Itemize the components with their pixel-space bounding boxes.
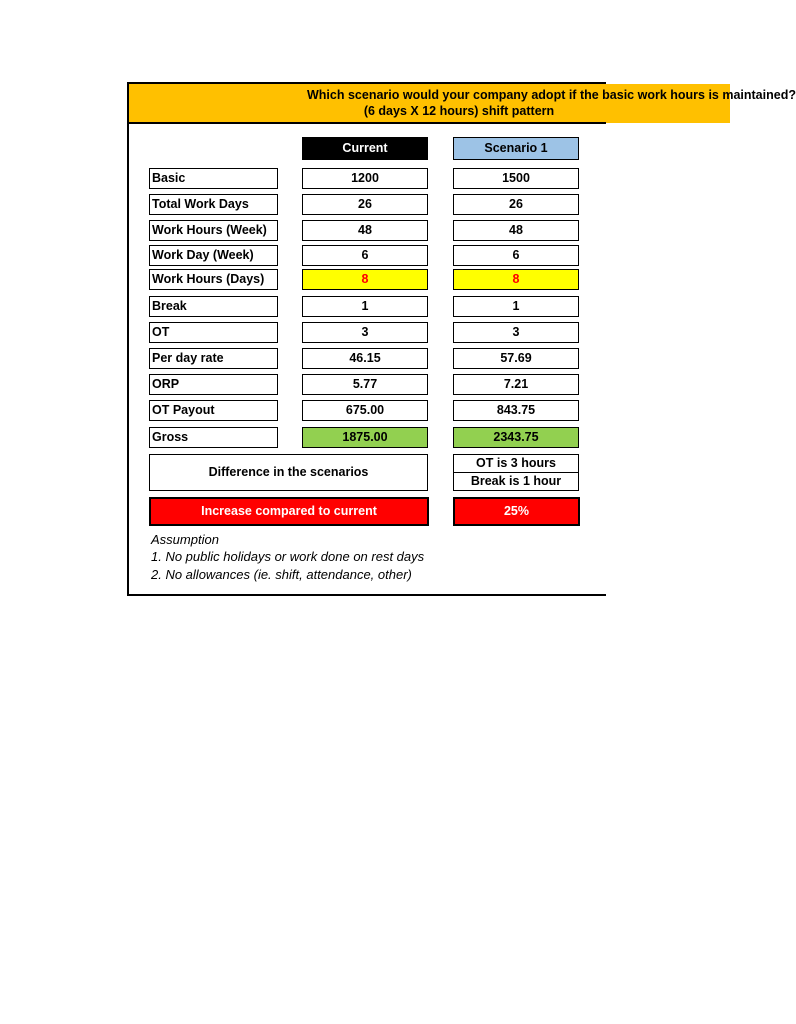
header-divider	[129, 122, 606, 124]
cell-current-break: 1	[302, 296, 428, 317]
column-header-scenario-1: Scenario 1	[453, 137, 579, 160]
difference-label: Difference in the scenarios	[149, 454, 428, 491]
assumption-item-2: 2. No allowances (ie. shift, attendance, other)	[151, 567, 412, 582]
header-title-line2: (6 days X 12 hours) shift pattern	[363, 104, 555, 118]
cell-scenario1-ot: 3	[453, 322, 579, 343]
note-break-hours: Break is 1 hour	[470, 474, 562, 488]
row-label-orp: ORP	[149, 374, 278, 395]
cell-current-per-day-rate: 46.15	[302, 348, 428, 369]
row-label-basic: Basic	[149, 168, 278, 189]
cell-current-work-hours-days: 8	[302, 269, 428, 290]
cell-scenario1-total-work-days: 26	[453, 194, 579, 215]
cell-current-total-work-days: 26	[302, 194, 428, 215]
note-ot-hours: OT is 3 hours	[476, 456, 556, 470]
cell-scenario1-break: 1	[453, 296, 579, 317]
header-title-line1: Which scenario would your company adopt if the basic work hours is maintained?	[307, 88, 796, 102]
assumption-item-1: 1. No public holidays or work done on rest days	[151, 549, 425, 564]
cell-scenario1-basic: 1500	[453, 168, 579, 189]
row-label-break: Break	[149, 296, 278, 317]
cell-scenario1-gross: 2343.75	[453, 427, 579, 448]
row-label-ot: OT	[149, 322, 278, 343]
increase-value: 25%	[453, 497, 580, 526]
cell-scenario1-ot-payout: 843.75	[453, 400, 579, 421]
cell-current-basic: 1200	[302, 168, 428, 189]
cell-current-work-day-week: 6	[302, 245, 428, 266]
cell-current-ot: 3	[302, 322, 428, 343]
cell-current-ot-payout: 675.00	[302, 400, 428, 421]
cell-scenario1-work-hours-week: 48	[453, 220, 579, 241]
cell-scenario1-per-day-rate: 57.69	[453, 348, 579, 369]
cell-scenario1-work-hours-days: 8	[453, 269, 579, 290]
increase-label: Increase compared to current	[149, 497, 429, 526]
cell-scenario1-work-day-week: 6	[453, 245, 579, 266]
header-title	[129, 84, 796, 123]
row-label-work-hours-week: Work Hours (Week)	[149, 220, 278, 241]
frame-left-border	[127, 82, 129, 596]
row-label-ot-payout: OT Payout	[149, 400, 278, 421]
cell-scenario1-orp: 7.21	[453, 374, 579, 395]
cell-current-orp: 5.77	[302, 374, 428, 395]
cell-current-gross: 1875.00	[302, 427, 428, 448]
row-label-work-hours-days: Work Hours (Days)	[149, 269, 278, 290]
scenario-notes	[453, 454, 579, 491]
frame-top-border	[127, 82, 606, 84]
frame-bottom-border	[127, 594, 606, 596]
row-label-per-day-rate: Per day rate	[149, 348, 278, 369]
column-header-current: Current	[302, 137, 428, 160]
cell-current-work-hours-week: 48	[302, 220, 428, 241]
row-label-work-day-week: Work Day (Week)	[149, 245, 278, 266]
row-label-gross: Gross	[149, 427, 278, 448]
row-label-total-work-days: Total Work Days	[149, 194, 278, 215]
assumption-title: Assumption	[151, 532, 219, 547]
